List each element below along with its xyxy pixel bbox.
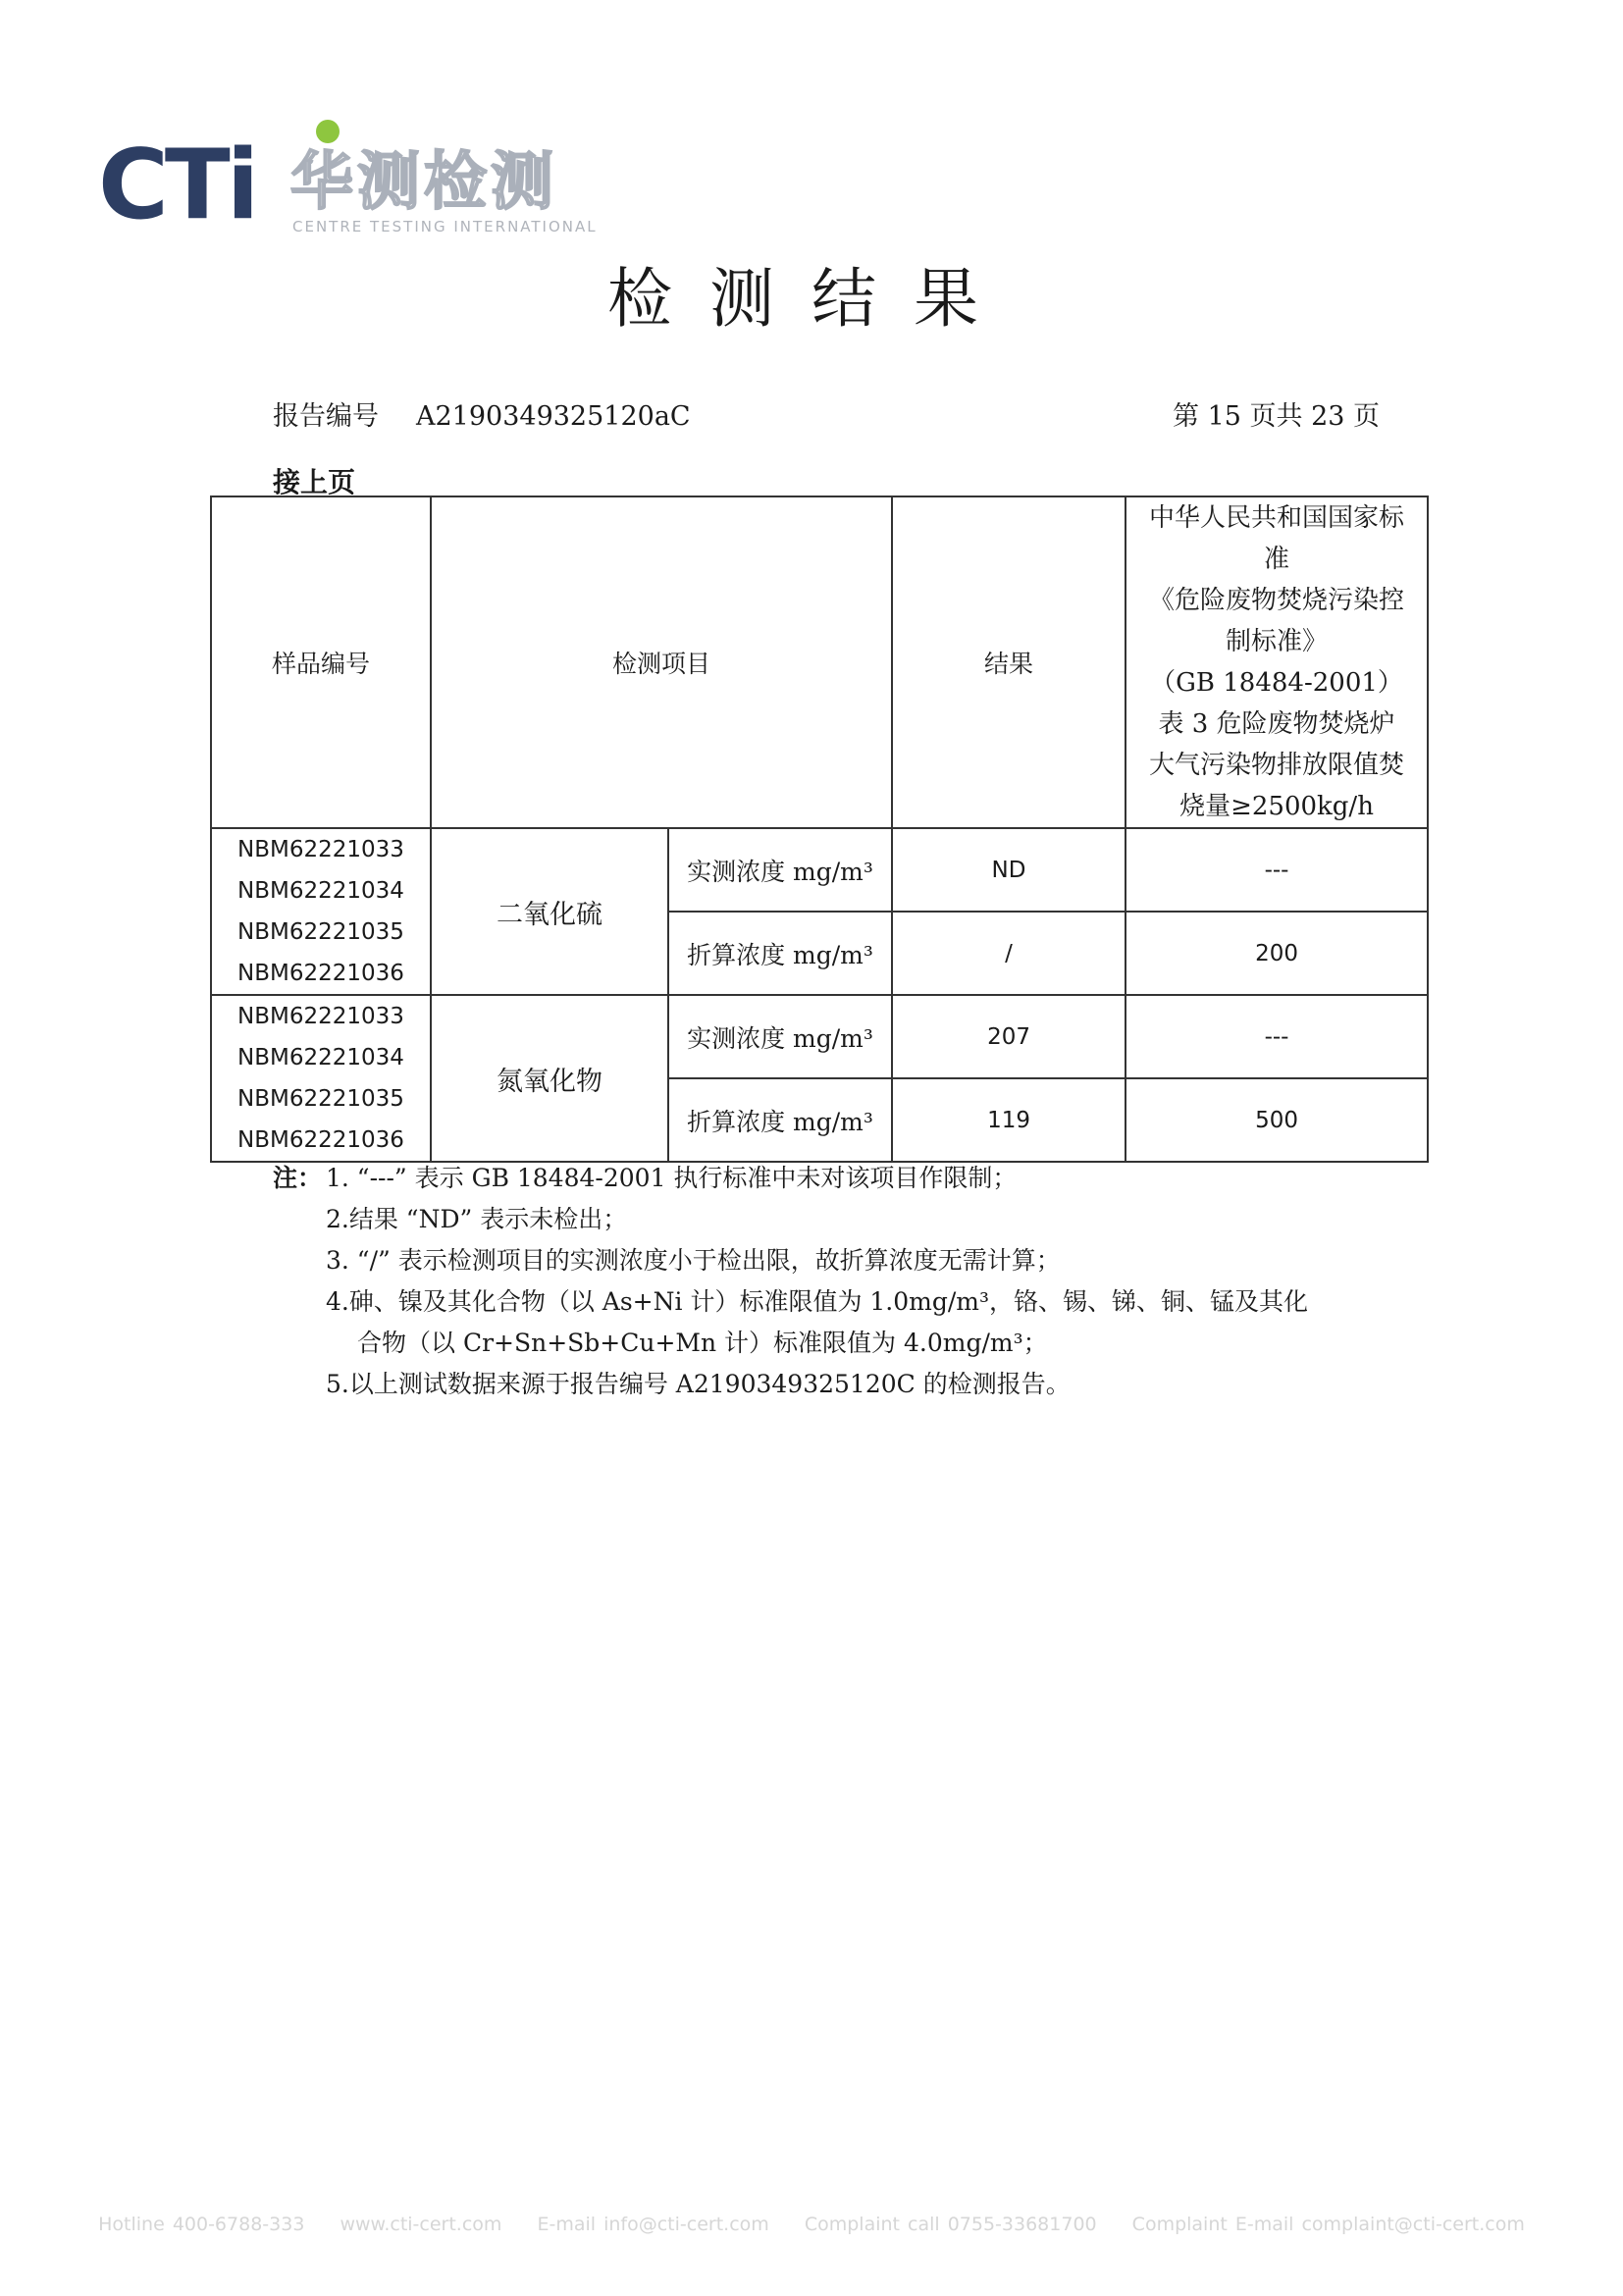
note-line: 4.砷、镍及其化合物（以 As+Ni 计）标准限值为 1.0mg/m³，铬、锡、锑、铜、锰及其化 xyxy=(326,1287,1309,1316)
test-item: 氮氧化物 xyxy=(431,995,668,1162)
report-number-label: 报告编号 xyxy=(273,401,379,432)
table-header-row xyxy=(211,496,1428,828)
limit-value: --- xyxy=(1126,828,1428,912)
continued-label: 接上页 xyxy=(273,466,356,498)
logo-english-text: CENTRE TESTING INTERNATIONAL xyxy=(292,218,598,235)
standard-line: 制标准》 xyxy=(1226,627,1329,656)
header-item: 检测项目 xyxy=(431,496,892,828)
sample-id: NBM62221035 xyxy=(237,1086,404,1112)
sub-item: 折算浓度 mg/m³ xyxy=(668,1078,892,1162)
report-number xyxy=(273,394,691,433)
logo-dot-icon xyxy=(316,120,340,143)
note-line: 1. “---” 表示 GB 18484-2001 执行标准中未对该项目作限制； xyxy=(326,1164,1018,1192)
logo-chinese-text: 华测检测 xyxy=(290,146,557,219)
cti-logo xyxy=(98,116,648,243)
header-sample: 样品编号 xyxy=(211,496,431,828)
sub-item: 实测浓度 mg/m³ xyxy=(668,828,892,912)
sample-id: NBM62221036 xyxy=(237,1127,404,1153)
standard-line: 表 3 危险废物焚烧炉 xyxy=(1158,709,1395,739)
standard-line: 烧量≥2500kg/h xyxy=(1179,792,1374,821)
report-number-value: A2190349325120aC xyxy=(416,401,691,432)
standard-line: 准 xyxy=(1264,545,1290,574)
standard-line: 大气污染物排放限值焚 xyxy=(1149,751,1405,780)
limit-value: 200 xyxy=(1126,912,1428,995)
standard-line: （GB 18484-2001） xyxy=(1150,668,1403,698)
sample-id: NBM62221036 xyxy=(237,961,404,986)
result-value: ND xyxy=(892,828,1126,912)
sample-id: NBM62221033 xyxy=(237,837,404,862)
footer-web: www.cti-cert.com xyxy=(340,2214,502,2235)
standard-line: 《危险废物焚烧污染控 xyxy=(1149,586,1405,615)
table-row xyxy=(211,995,1428,1078)
sample-list xyxy=(211,995,431,1162)
sample-list xyxy=(211,828,431,995)
sample-id: NBM62221033 xyxy=(237,1004,404,1029)
notes-label: 注： xyxy=(273,1164,323,1192)
sub-item: 实测浓度 mg/m³ xyxy=(668,995,892,1078)
page-title: 检测结果 xyxy=(607,261,1016,337)
table-row xyxy=(211,828,1428,912)
sample-id: NBM62221035 xyxy=(237,919,404,945)
result-value: 207 xyxy=(892,995,1126,1078)
result-value: 119 xyxy=(892,1078,1126,1162)
note-line: 3. “/” 表示检测项目的实测浓度小于检出限，故折算浓度无需计算； xyxy=(326,1246,1061,1275)
sample-id: NBM62221034 xyxy=(237,878,404,904)
results-table xyxy=(210,496,1429,1163)
header-standard xyxy=(1126,496,1428,828)
note-line: 2.结果 “ND” 表示未检出； xyxy=(326,1205,628,1233)
page-info: 第 15 页共 23 页 xyxy=(1173,401,1381,432)
sample-id: NBM62221034 xyxy=(237,1045,404,1070)
page-footer xyxy=(0,2214,1623,2235)
footer-email: E-mail info@cti-cert.com xyxy=(537,2214,769,2235)
sub-item: 折算浓度 mg/m³ xyxy=(668,912,892,995)
limit-value: 500 xyxy=(1126,1078,1428,1162)
test-item: 二氧化硫 xyxy=(431,828,668,995)
limit-value: --- xyxy=(1126,995,1428,1078)
footer-hotline: Hotline 400-6788-333 xyxy=(98,2214,305,2235)
result-value: / xyxy=(892,912,1126,995)
note-line: 合物（以 Cr+Sn+Sb+Cu+Mn 计）标准限值为 4.0mg/m³； xyxy=(357,1329,1048,1357)
footer-complaint-call: Complaint call 0755-33681700 xyxy=(804,2214,1097,2235)
footer-complaint-email: Complaint E-mail complaint@cti-cert.com xyxy=(1131,2214,1525,2235)
header-result: 结果 xyxy=(892,496,1126,828)
standard-line: 中华人民共和国国家标 xyxy=(1149,503,1405,533)
logo-cti-text: CTi xyxy=(98,130,256,241)
note-line: 5.以上测试数据来源于报告编号 A2190349325120C 的检测报告。 xyxy=(326,1370,1071,1398)
